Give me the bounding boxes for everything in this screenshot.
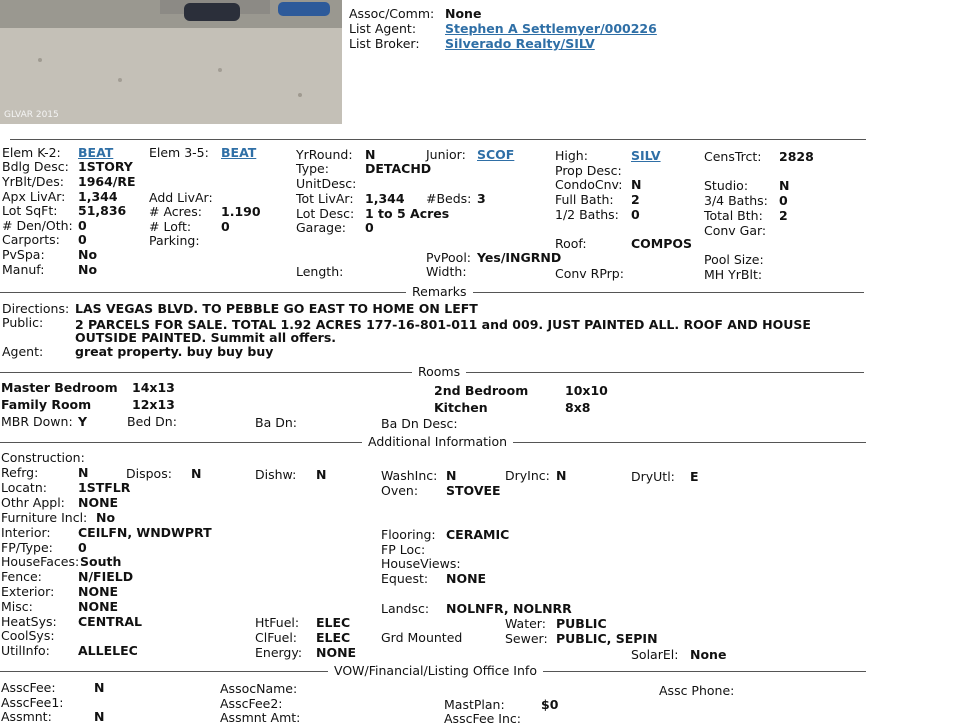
- locatn-value: 1STFLR: [78, 480, 131, 495]
- bldg-value: 1STORY: [78, 159, 133, 174]
- totalbth-value: 2: [779, 208, 788, 223]
- fploc-label: FP Loc:: [381, 542, 426, 557]
- convrprp-label: Conv RPrp:: [555, 266, 624, 281]
- add-livar-label: Add LivAr:: [149, 190, 213, 205]
- pvpool-value: Yes/INGRND: [477, 250, 562, 265]
- halfbath-label: 1/2 Baths:: [555, 207, 619, 222]
- water-label: Water:: [505, 616, 546, 631]
- flooring-label: Flooring:: [381, 527, 436, 542]
- heatsys-value: CENTRAL: [78, 614, 142, 629]
- water-value: PUBLIC: [556, 616, 607, 631]
- furniture-value: No: [96, 510, 116, 525]
- elem-k2-label: Elem K-2:: [2, 145, 61, 160]
- lotsqft-label: Lot SqFt:: [2, 203, 58, 218]
- locatn-label: Locatn:: [1, 480, 47, 495]
- lotdesc-label: Lot Desc:: [296, 206, 355, 221]
- yrround-value: N: [365, 147, 376, 162]
- beds-value: 3: [477, 191, 486, 206]
- junior-link[interactable]: SCOF: [477, 147, 515, 162]
- dryutl-value: E: [690, 469, 699, 484]
- mhyrblt-label: MH YrBlt:: [704, 267, 763, 282]
- kitchen-label: Kitchen: [434, 400, 488, 415]
- houseviews-label: HouseViews:: [381, 556, 461, 571]
- assc-phone-label: Assc Phone:: [659, 683, 735, 698]
- poolsize-label: Pool Size:: [704, 252, 764, 267]
- mbr-down-value: Y: [78, 414, 88, 429]
- totalbth-label: Total Bth:: [704, 208, 763, 223]
- exterior-label: Exterior:: [1, 584, 55, 599]
- assoc-value: None: [445, 6, 482, 21]
- list-broker-link[interactable]: Silverado Realty/SILV: [445, 36, 595, 51]
- apx-livar-label: Apx LivAr:: [2, 189, 66, 204]
- studio-value: N: [779, 178, 790, 193]
- apx-livar-value: 1,344: [78, 189, 118, 204]
- assocname-label: AssocName:: [220, 681, 298, 696]
- type-value: DETACHD: [365, 161, 432, 176]
- ba-dn-label: Ba Dn:: [255, 415, 297, 430]
- dispos-value: N: [191, 466, 202, 481]
- beds-label: #Beds:: [426, 191, 472, 206]
- landsc-value: NOLNFR, NOLNRR: [446, 601, 572, 616]
- clfuel-label: ClFuel:: [255, 630, 298, 645]
- bed-dn-label: Bed Dn:: [127, 414, 177, 429]
- second-bedroom-value: 10x10: [565, 383, 608, 398]
- washinc-value: N: [446, 468, 457, 483]
- convgar-label: Conv Gar:: [704, 223, 767, 238]
- assmnt-value: N: [94, 709, 105, 724]
- rooms-title: Rooms: [412, 365, 466, 379]
- vow-title: VOW/Financial/Listing Office Info: [328, 664, 543, 678]
- manuf-label: Manuf:: [2, 262, 45, 277]
- htfuel-label: HtFuel:: [255, 615, 300, 630]
- equest-label: Equest:: [381, 571, 429, 586]
- tot-livar-label: Tot LivAr:: [296, 191, 354, 206]
- clfuel-value: ELEC: [316, 630, 351, 645]
- construction-label: Construction:: [1, 450, 85, 465]
- bldg-label: Bdlg Desc:: [2, 159, 69, 174]
- propdesc-label: Prop Desc:: [555, 163, 622, 178]
- mastplan-value: $0: [541, 697, 559, 712]
- asscfee-value: N: [94, 680, 105, 695]
- loft-value: 0: [221, 219, 230, 234]
- oven-value: STOVEE: [446, 483, 501, 498]
- elem-k2-link[interactable]: BEAT: [78, 145, 114, 160]
- master-bedroom-value: 14x13: [132, 380, 175, 395]
- yrblt-label: YrBlt/Des:: [2, 174, 64, 189]
- kitchen-value: 8x8: [565, 400, 591, 415]
- sewer-value: PUBLIC, SEPIN: [556, 631, 658, 646]
- directions-value: LAS VEGAS BLVD. TO PEBBLE GO EAST TO HOME ON LEFT: [75, 301, 478, 316]
- property-photo: [0, 0, 342, 124]
- furniture-label: Furniture Incl:: [1, 510, 88, 525]
- coolsys-label: CoolSys:: [1, 628, 55, 643]
- asscfee-inc-label: AsscFee Inc:: [444, 711, 522, 726]
- interior-value: CEILFN, WNDWPRT: [78, 525, 212, 540]
- list-agent-label: List Agent:: [349, 21, 417, 36]
- misc-value: NONE: [78, 599, 119, 614]
- bath34-label: 3/4 Baths:: [704, 193, 768, 208]
- misc-label: Misc:: [1, 599, 33, 614]
- public-remarks-line2: OUTSIDE PAINTED. Summit all offers.: [75, 330, 337, 345]
- interior-label: Interior:: [1, 525, 51, 540]
- fptype-label: FP/Type:: [1, 540, 53, 555]
- fptype-value: 0: [78, 540, 87, 555]
- yrround-label: YrRound:: [296, 147, 353, 162]
- solarel-value: None: [690, 647, 727, 662]
- fullbath-label: Full Bath:: [555, 192, 614, 207]
- htfuel-value: ELEC: [316, 615, 351, 630]
- pvspa-label: PvSpa:: [2, 247, 45, 262]
- studio-label: Studio:: [704, 178, 749, 193]
- unitdesc-label: UnitDesc:: [296, 176, 357, 191]
- loft-label: # Loft:: [149, 219, 192, 234]
- grd-mounted-label: Grd Mounted: [381, 630, 463, 645]
- garage-value: 0: [365, 220, 374, 235]
- den-label: # Den/Oth:: [2, 218, 73, 233]
- agent-remarks-label: Agent:: [2, 344, 44, 359]
- additional-title: Additional Information: [362, 435, 513, 449]
- family-room-label: Family Room: [1, 397, 92, 412]
- garage-label: Garage:: [296, 220, 346, 235]
- condocnv-value: N: [631, 177, 642, 192]
- othrappl-value: NONE: [78, 495, 119, 510]
- refrg-label: Refrg:: [1, 465, 39, 480]
- utilinfo-value: ALLELEC: [78, 643, 138, 658]
- dryinc-label: DryInc:: [505, 468, 550, 483]
- asscfee1-label: AsscFee1:: [1, 695, 64, 710]
- equest-value: NONE: [446, 571, 487, 586]
- junior-label: Junior:: [426, 147, 466, 162]
- landsc-label: Landsc:: [381, 601, 430, 616]
- parking-label: Parking:: [149, 233, 200, 248]
- assoc-label: Assoc/Comm:: [349, 6, 435, 21]
- condocnv-label: CondoCnv:: [555, 177, 623, 192]
- dishw-value: N: [316, 467, 327, 482]
- solarel-label: SolarEl:: [631, 647, 679, 662]
- utilinfo-label: UtilInfo:: [1, 643, 50, 658]
- header-divider: [10, 139, 866, 140]
- acres-value: 1.190: [221, 204, 261, 219]
- housefaces-value: South: [80, 554, 122, 569]
- oven-label: Oven:: [381, 483, 419, 498]
- mbr-down-label: MBR Down:: [1, 414, 73, 429]
- fence-value: N/FIELD: [78, 569, 134, 584]
- roof-value: COMPOS: [631, 236, 693, 251]
- high-link[interactable]: SILV: [631, 148, 661, 163]
- list-broker-label: List Broker:: [349, 36, 420, 51]
- carports-value: 0: [78, 232, 87, 247]
- public-remarks-line1: 2 PARCELS FOR SALE. TOTAL 1.92 ACRES 177-16-801-011 and 009. JUST PAINTED ALL. ROOF AND HOUSE: [75, 317, 811, 332]
- length-label: Length:: [296, 264, 344, 279]
- housefaces-label: HouseFaces:: [1, 554, 80, 569]
- sewer-label: Sewer:: [505, 631, 548, 646]
- lotsqft-value: 51,836: [78, 203, 127, 218]
- heatsys-label: HeatSys:: [1, 614, 57, 629]
- agent-remarks-value: great property. buy buy buy: [75, 344, 274, 359]
- flooring-value: CERAMIC: [446, 527, 510, 542]
- bath34-value: 0: [779, 193, 788, 208]
- photo-image: [0, 0, 342, 124]
- roof-label: Roof:: [555, 236, 587, 251]
- ba-dn-desc-label: Ba Dn Desc:: [381, 416, 458, 431]
- pvspa-value: No: [78, 247, 98, 262]
- tot-livar-value: 1,344: [365, 191, 405, 206]
- exterior-value: NONE: [78, 584, 119, 599]
- lotdesc-value: 1 to 5 Acres: [365, 206, 450, 221]
- remarks-title: Remarks: [406, 285, 473, 299]
- public-label: Public:: [2, 315, 44, 330]
- yrblt-value: 1964/RE: [78, 174, 136, 189]
- fence-label: Fence:: [1, 569, 42, 584]
- directions-label: Directions:: [2, 301, 70, 316]
- elem-35-link[interactable]: BEAT: [221, 145, 257, 160]
- width-label: Width:: [426, 264, 467, 279]
- energy-label: Energy:: [255, 645, 303, 660]
- mastplan-label: MastPlan:: [444, 697, 505, 712]
- refrg-value: N: [78, 465, 89, 480]
- dispos-label: Dispos:: [126, 466, 172, 481]
- halfbath-value: 0: [631, 207, 640, 222]
- othrappl-label: Othr Appl:: [1, 495, 65, 510]
- assmnt-label: Assmnt:: [1, 709, 52, 724]
- list-agent-link[interactable]: Stephen A Settlemyer/000226: [445, 21, 657, 36]
- dryinc-value: N: [556, 468, 567, 483]
- acres-label: # Acres:: [149, 204, 202, 219]
- censtrct-label: CensTrct:: [704, 149, 762, 164]
- family-room-value: 12x13: [132, 397, 175, 412]
- asscfee2-label: AsscFee2:: [220, 696, 283, 711]
- manuf-value: No: [78, 262, 98, 277]
- carports-label: Carports:: [2, 232, 60, 247]
- washinc-label: WashInc:: [381, 468, 438, 483]
- dishw-label: Dishw:: [255, 467, 297, 482]
- elem-35-label: Elem 3-5:: [149, 145, 209, 160]
- asscfee-label: AsscFee:: [1, 680, 56, 695]
- master-bedroom-label: Master Bedroom: [1, 380, 118, 395]
- type-label: Type:: [296, 161, 329, 176]
- dryutl-label: DryUtl:: [631, 469, 675, 484]
- pvpool-label: PvPool:: [426, 250, 472, 265]
- second-bedroom-label: 2nd Bedroom: [434, 383, 529, 398]
- assmnt-amt-label: Assmnt Amt:: [220, 710, 301, 725]
- den-value: 0: [78, 218, 87, 233]
- photo-watermark: GLVAR 2015: [4, 110, 59, 120]
- censtrct-value: 2828: [779, 149, 814, 164]
- energy-value: NONE: [316, 645, 357, 660]
- fullbath-value: 2: [631, 192, 640, 207]
- high-label: High:: [555, 148, 588, 163]
